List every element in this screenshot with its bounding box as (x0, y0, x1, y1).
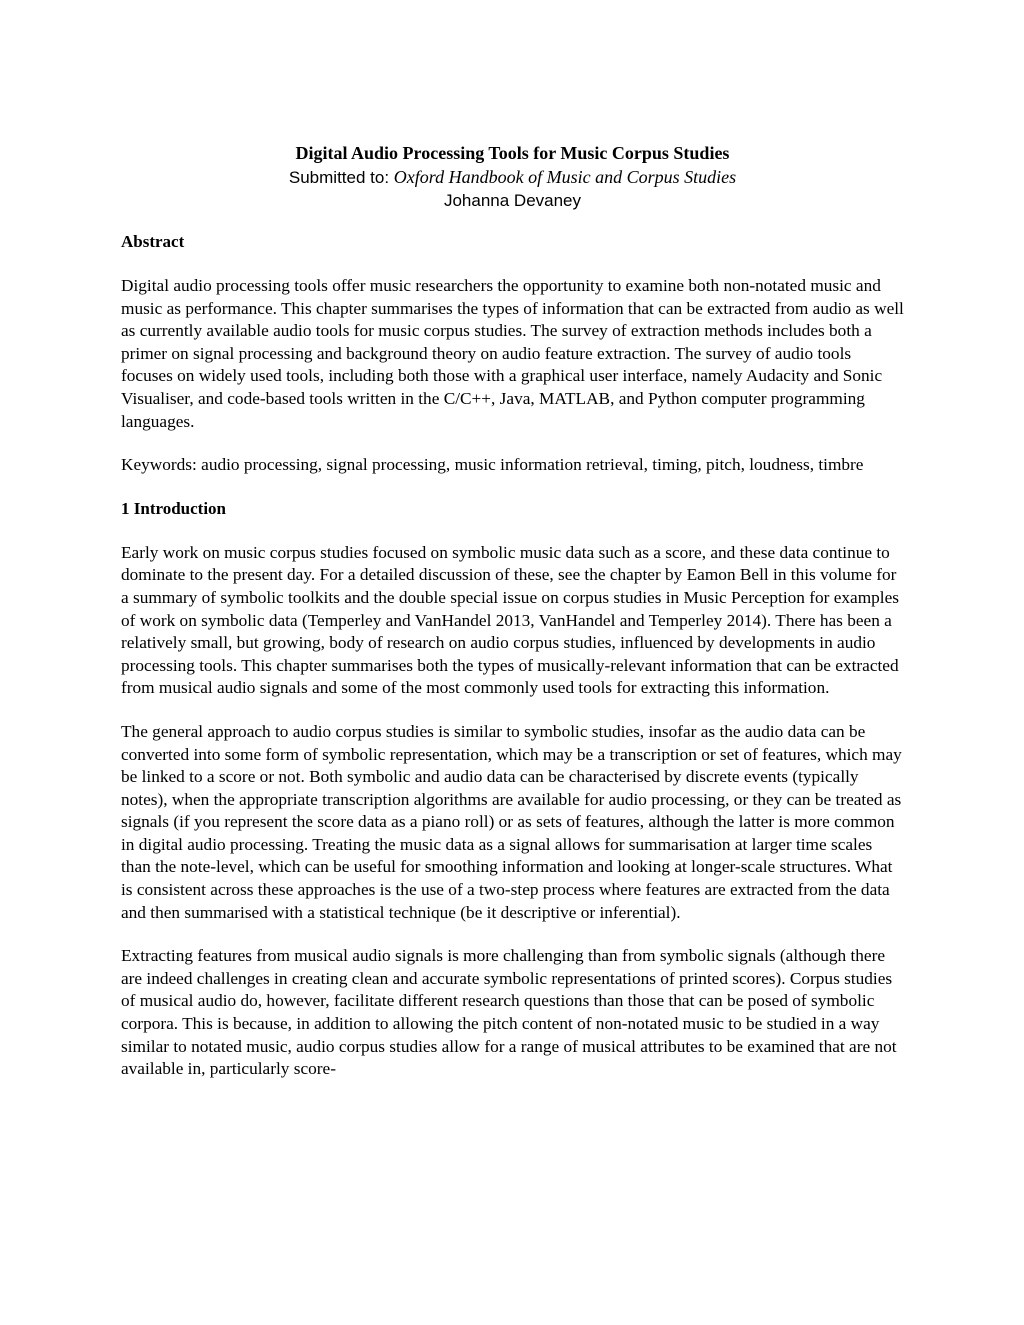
intro-paragraph-1: Early work on music corpus studies focused on symbolic music data such as a score, and these data continue to dominate to the present day. For a detailed discussion of these, see the chapter by Eamon Bell in this volume for a summary of symbolic toolkits and the double special issue on corpus studies in Music Perception for examples of work on symbolic data (Temperley and VanHandel 2013, VanHandel and Temperley 2014). There has been a relatively small, but growing, body of research on audio corpus studies, influenced by developments in audio processing tools. This chapter summarises both the types of musically-relevant information that can be extracted from musical audio signals and some of the most commonly used tools for extracting this information. (121, 542, 899, 698)
abstract-body: Digital audio processing tools offer music researchers the opportunity to examine both non-notated music and music as performance. This chapter summarises the types of information that can be extracted from audio as well as currently available audio tools for music corpus studies. The survey of extraction methods includes both a primer on signal processing and background theory on audio feature extraction. The survey of audio tools focuses on widely used tools, including both those with a graphical user interface, namely Audacity and Sonic Visualiser, and code-based tools written in the C/C++, Java, MATLAB, and Python computer programming languages. (121, 276, 904, 431)
document-page (121, 140, 904, 1081)
introduction-heading: 1 Introduction (121, 498, 227, 518)
author-name: Johanna Devaney (443, 191, 582, 210)
submission-line (0, 166, 1024, 189)
keywords: Keywords: audio processing, signal processing, music information retrieval, timing, pitch, loudness, timbre (121, 455, 864, 475)
paper-title: Digital Audio Processing Tools for Music Corpus Studies (295, 143, 730, 163)
title-block (0, 140, 1024, 213)
submitted-prefix: Submitted to: (288, 168, 394, 187)
intro-paragraph-3: Extracting features from musical audio signals is more challenging than from symbolic signals (although there are indeed challenges in creating clean and accurate symbolic representations of printed scores). Corpus studies of musical audio do, however, facilitate different research questions than those that can be posed of symbolic corpora. This is because, in addition to allowing the pitch content of non-notated music to be studied in a way similar to notated music, audio corpus studies allow for a range of musical attributes to be examined that are not available in, particularly score- (121, 946, 897, 1079)
journal-name: Oxford Handbook of Music and Corpus Studies (393, 167, 737, 187)
abstract-heading: Abstract (121, 232, 185, 251)
intro-paragraph-2: The general approach to audio corpus studies is similar to symbolic studies, insofar as the audio data can be converted into some form of symbolic representation, which may be a transcription or set of features, which may be linked to a score or not. Both symbolic and audio data can be characterised by discrete events (typically notes), when the appropriate transcription algorithms are available for audio processing, or they can be treated as signals (if you represent the score data as a piano roll) or as sets of features, although the latter is more common in digital audio processing. Treating the music data as a signal allows for summarisation at larger time scales than the note-level, which can be useful for smoothing information and looking at longer-scale structures. What is consistent across these approaches is the use of a two-step process where features are extracted from the data and then summarised with a statistical technique (be it descriptive or inferential). (121, 721, 902, 922)
